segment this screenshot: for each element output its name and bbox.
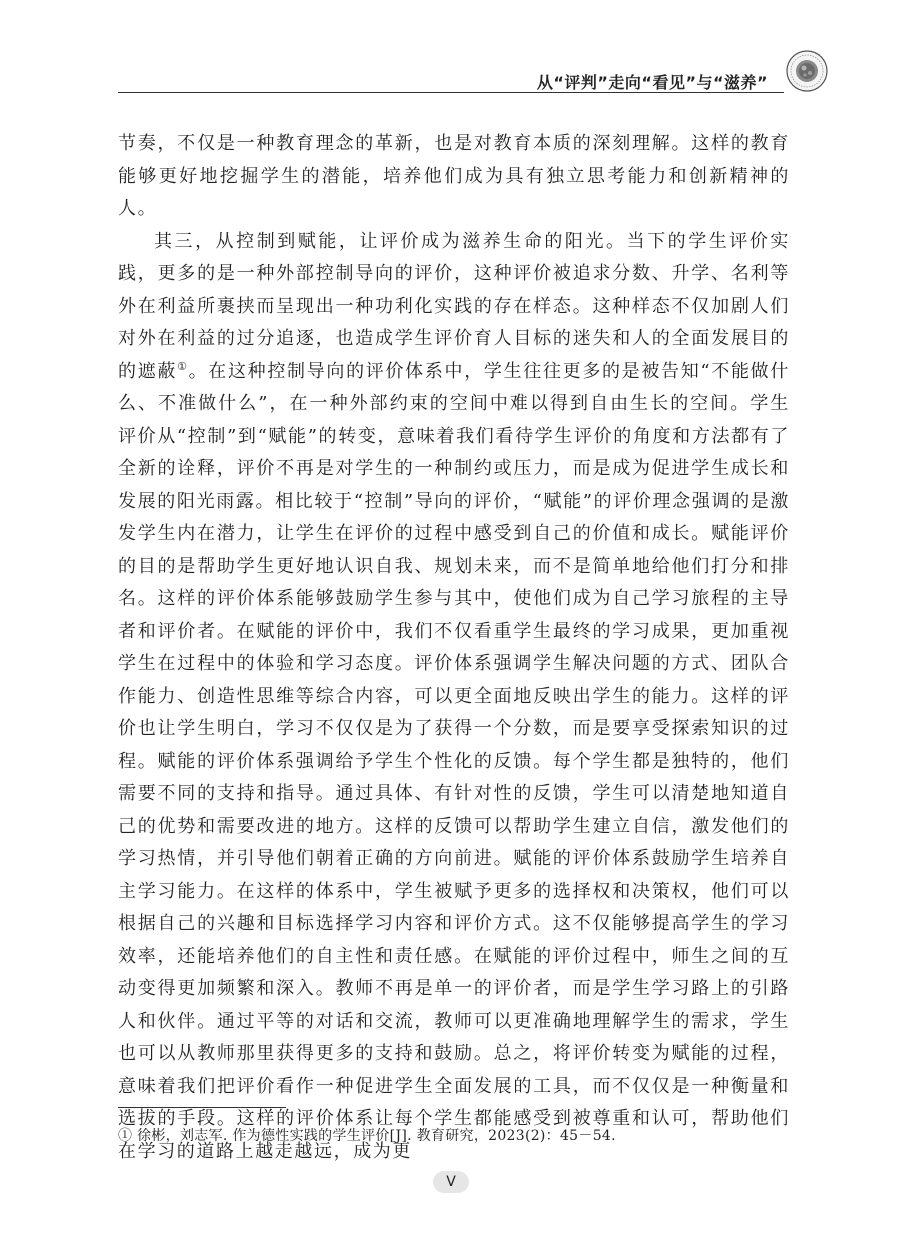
round-seal-logo-icon xyxy=(786,50,828,92)
footnote-marker: ① xyxy=(118,1128,133,1144)
paragraph-three-part-b: 。在这种控制导向的评价体系中，学生往往更多的是被告知“不能做什么、不准做什么”，在一种外部约束的空间中难以得到自由生长的空间。学生评价从“控制”到“赋能”的转变，意味着我们看待学生评价的角度和方法都有了全新的诠释，评价不再是对学生的一种制约或压力，而是成为促进学生成长和发展的阳光雨露。相比较于“控制”导向的评价，“赋能”的评价理念强调的是激发学生内在潜力，让学生在评价的过程中感受到自己的价值和成长。赋能评价的目的是帮助学生更好地认识自我、规划未来，而不是简单地给他们打分和排名。这样的评价体系能够鼓励学生参与其中，使他们成为自己学习旅程的主导者和评价者。在赋能的评价中，我们不仅看重学生最终的学习成果，更加重视学生在过程中的体验和学习态度。评价体系强调学生解决问题的方式、团队合作能力、创造性思维等综合内容，可以更全面地反映出学生的能力。这样的评价也让学生明白，学习不仅仅是为了获得一个分数，而是要享受探索知识的过程。赋能的评价体系强调给予学生个性化的反馈。每个学生都是独特的，他们需要不同的支持和指导。通过具体、有针对性的反馈，学生可以清楚地知道自己的优势和需要改进的地方。这样的反馈可以帮助学生建立自信，激发他们的学习热情，并引导他们朝着正确的方向前进。赋能的评价体系鼓励学生培养自主学习能力。在这样的体系中，学生被赋予更多的选择权和决策权，他们可以根据自己的兴趣和目标选择学习内容和评价方式。这不仅能够提高学生的学习效率，还能培养他们的自主性和责任感。在赋能的评价过程中，师生之间的互动变得更加频繁和深入。教师不再是单一的评价者，而是学生学习路上的引路人和伙伴。通过平等的对话和交流，教师可以更准确地理解学生的需求，学生也可以从教师那里获得更多的支持和鼓励。总之，将评价转变为赋能的过程，意味着我们把评价看作一种促进学生全面发展的工具，而不仅仅是一种衡量和选拔的手段。这样的评价体系让每个学生都能感受到被尊重和认可，帮助他们在学习的道路上越走越远，成为更 xyxy=(118,360,790,1162)
paragraph-three-part-a: 其三，从控制到赋能，让评价成为滋养生命的阳光。当下的学生评价实践，更多的是一种外部控制导向的评价，这种评价被追求分数、升学、名利等外在利益所裹挟而呈现出一种功利化实践的存在样态。这种样态不仅加剧人们对外在利益的过分追逐，也造成学生评价育人目标的迷失和人的全面发展目的的遮蔽 xyxy=(118,230,790,382)
main-text xyxy=(118,128,790,1168)
footnote xyxy=(118,1125,790,1147)
footnote-rule xyxy=(118,1107,286,1108)
footnote-text: 徐彬，刘志军. 作为德性实践的学生评价[J]. 教育研究，2023(2)：45－54. xyxy=(137,1128,616,1144)
running-header xyxy=(118,48,828,94)
paragraph-three xyxy=(118,226,790,1169)
page-number: V xyxy=(433,1171,469,1193)
footnote-reference[interactable]: ① xyxy=(177,359,189,373)
paragraph-continued: 节奏，不仅是一种教育理念的革新，也是对教育本质的深刻理解。这样的教育能够更好地挖掘学生的潜能，培养他们成为具有独立思考能力和创新精神的人。 xyxy=(118,133,790,219)
running-header-title: 从“评判”走向“看见”与“滋养” xyxy=(536,73,768,92)
header-rule xyxy=(118,92,784,93)
